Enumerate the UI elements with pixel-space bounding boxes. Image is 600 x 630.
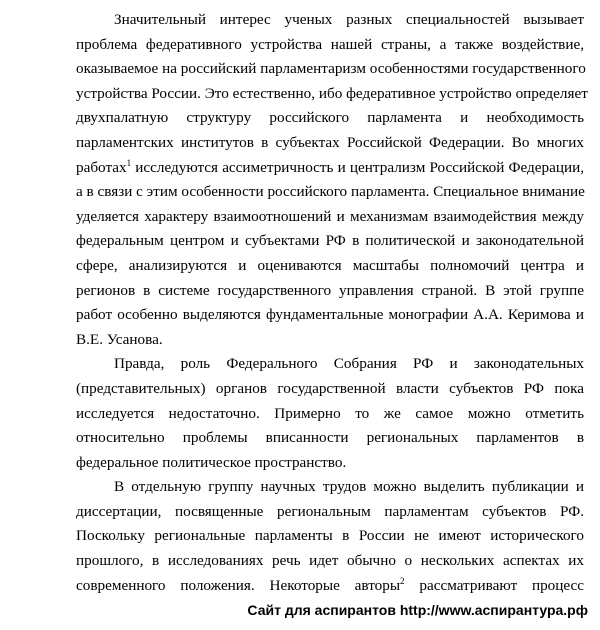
text-line: двухпалатную структуру российского парламента и необходимость [76,109,584,127]
text-line: оказываемое на российский парламентаризм особенностями государственного [76,60,586,78]
text-line: диссертации, посвященные региональным парламентам субъектов РФ. [76,502,584,520]
text-line: Поскольку региональные парламенты в России не имеют исторического [76,527,584,545]
text-line: федеральное политическое пространство. [76,453,347,471]
text-line: (представительных) органов государственной власти субъектов РФ пока [76,379,584,397]
text-line: регионов в системе государственного управления страной. В этой группе [76,281,584,299]
text-line: современного положения. Некоторые авторы$^2$ рассматривают процесс [76,575,584,594]
text-line: Правда, роль Федерального Собрания РФ и законодательных [114,355,584,373]
document-page [76,8,588,598]
paragraph-3 [76,475,584,598]
text-line: В.Е. Усанова. [76,330,163,348]
paragraph-2 [76,352,584,475]
text-line: Значительный интерес ученых разных специальностей вызывает [114,11,584,28]
paragraph-1 [76,8,588,352]
text-line: В отдельную группу научных трудов можно выделить публикации и [114,478,584,496]
text-line: относительно проблемы вписанности региональных парламентов в [76,429,584,447]
text-line: сфере, анализируются и оцениваются масштабы полномочий центра и [76,256,584,274]
text-line: а в связи с этим особенности российского парламента. Специальное внимание [76,183,585,201]
text-line: работах$^1$ исследуются ассиметричность и централизм Российской Федерации, [76,157,584,176]
text-line: федеральным центром и субъектами РФ в политической и законодательной [76,232,584,250]
text-line: устройства России. Это естественно, ибо федеративное устройство определяет [76,84,588,102]
text-line: исследуется недостаточно. Примерно то же самое можно отметить [76,404,584,422]
text-line: проблема федеративного устройства нашей страны, а также воздействие, [76,35,584,53]
text-line: работ особенно выделяются фундаментальные монографии А.А. Керимова и [76,306,584,324]
text-line: парламентских институтов в субъектах Российской Федерации. Во многих [76,133,584,151]
footnote-ref-1: 1 [126,157,132,168]
text-line: уделяется характеру взаимоотношений и механизмам взаимодействия между [76,207,584,225]
footnote-ref-2: 2 [400,575,405,586]
site-watermark-text: Сайт для аспирантов http://www.аспирантура.рф [247,602,588,618]
text-line: прошлого, в исследованиях речь идет обычно о нескольких аспектах их [76,552,584,570]
